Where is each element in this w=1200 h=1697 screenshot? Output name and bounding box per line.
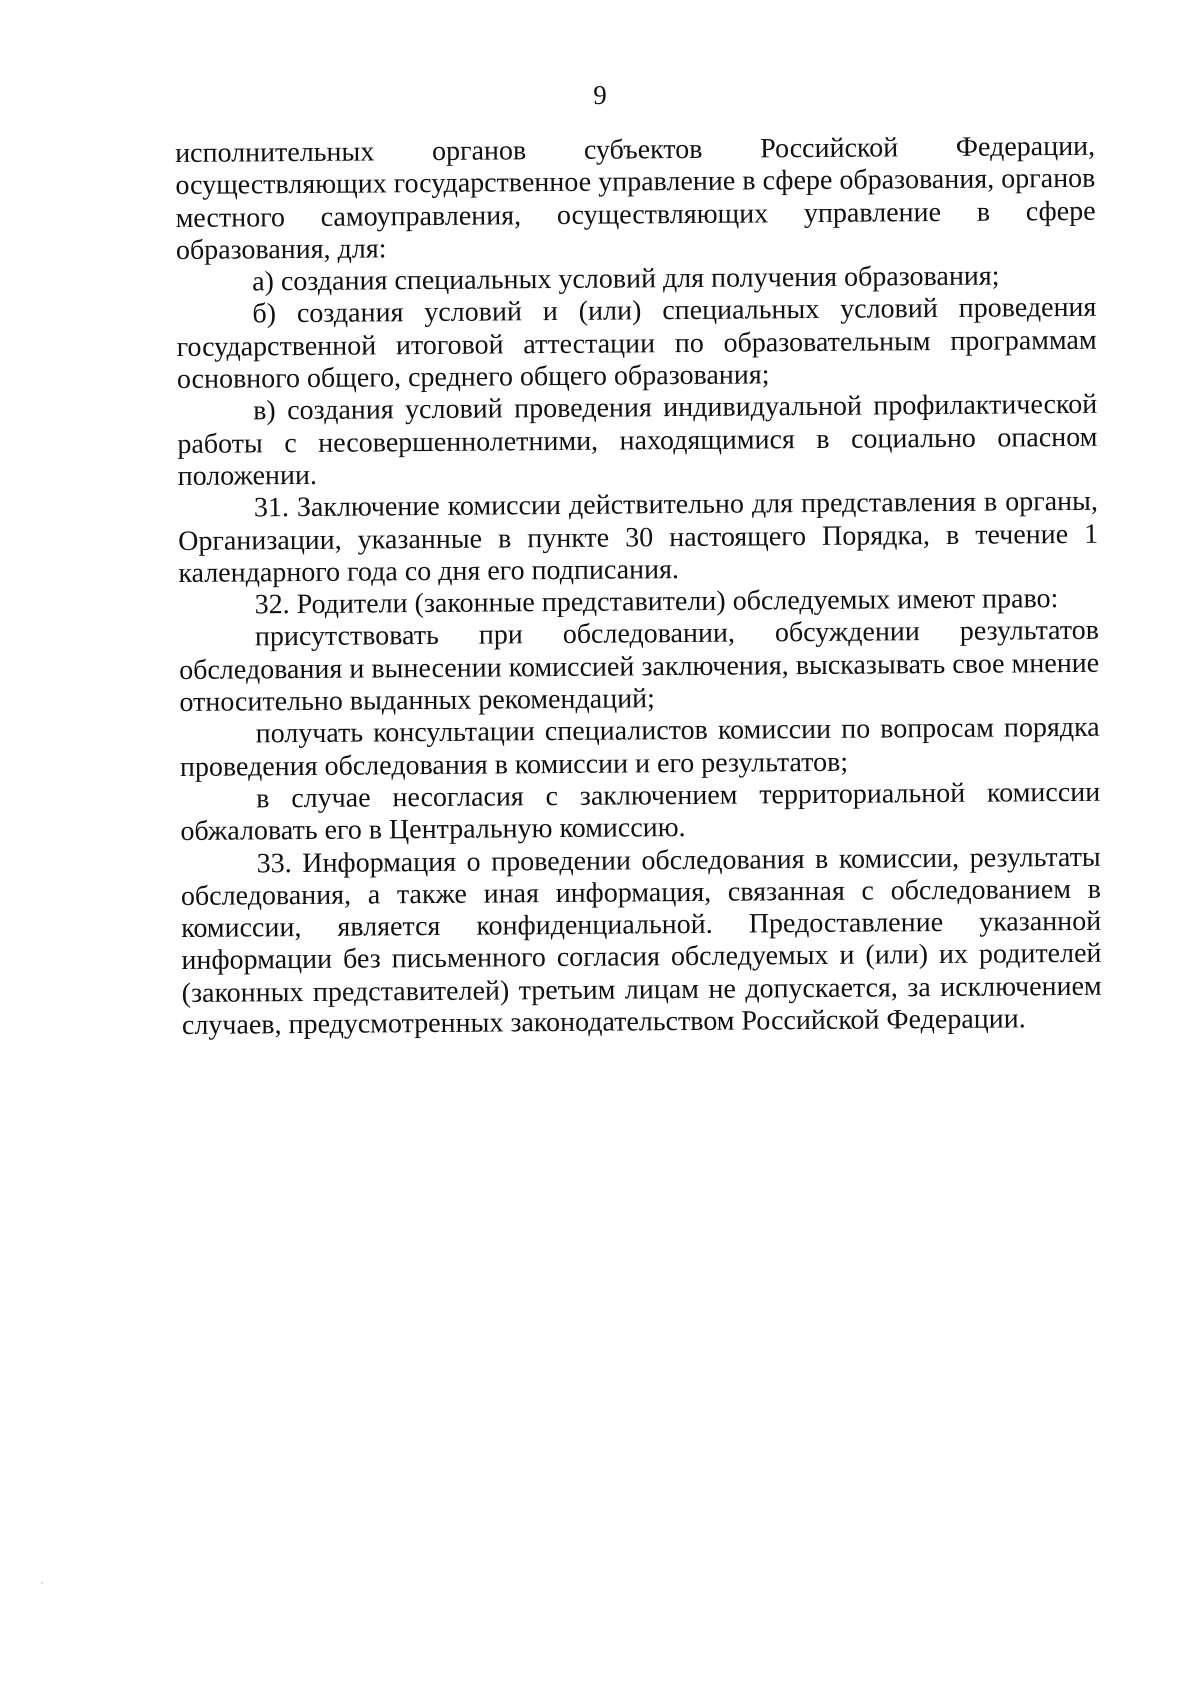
paragraph-32: 32. Родители (законные представители) обследуемых имеют право: [254,583,1059,621]
document-body [175,131,1102,1043]
paragraph-33: 33. Информация о проведении обследования в комиссии, результаты обследования, а также иная информация, связанная с обследованием в комиссии, является конфиденциальной. Предоставление указанной информации без письменного согласия обследуемых и (или) их родителей (законных представителей) третьим лицам не допускается, за исключением случаев, предусмотренных законодательством Российской Федерации. [180,841,1102,1041]
paragraph-32-right-appeal: в случае несогласия с заключением территориальной комиссии обжаловать его в Центральную комиссию. [180,776,1101,848]
page-number: 9 [593,80,607,110]
paragraph-continuation: исполнительных органов субъектов Российской Федерации, осуществляющих государственное управление в сфере образования, органов местного самоуправления, осуществляющих управление в сфере образования, для: [175,130,1096,266]
paragraph-item-a: а) создания специальных условий для получения образования; [252,260,1000,298]
paragraph-32-right-attend: присутствовать при обследовании, обсуждении результатов обследования и вынесении комиссией заключения, высказывать свое мнение относительно выданных рекомендаций; [179,615,1100,719]
paragraph-item-b: б) создания условий и (или) специальных условий проведения государственной итоговой аттестации по образовательным программам основного общего, среднего общего образования; [176,292,1097,396]
paragraph-32-right-consult: получать консультации специалистов комиссии по вопросам порядка проведения обследования в комиссии и его результатов; [179,712,1100,783]
paragraph-item-v: в) создания условий проведения индивидуальной профилактической работы с несовершеннолетними, находящимися в социально опасном положении. [177,389,1098,492]
scan-speck [41,1582,43,1584]
paragraph-31: 31. Заключение комиссии действительно для представления в органы, Организации, указанные в пункте 30 настоящего Порядка, в течение 1 календарного года со дня его подписания. [178,486,1099,589]
